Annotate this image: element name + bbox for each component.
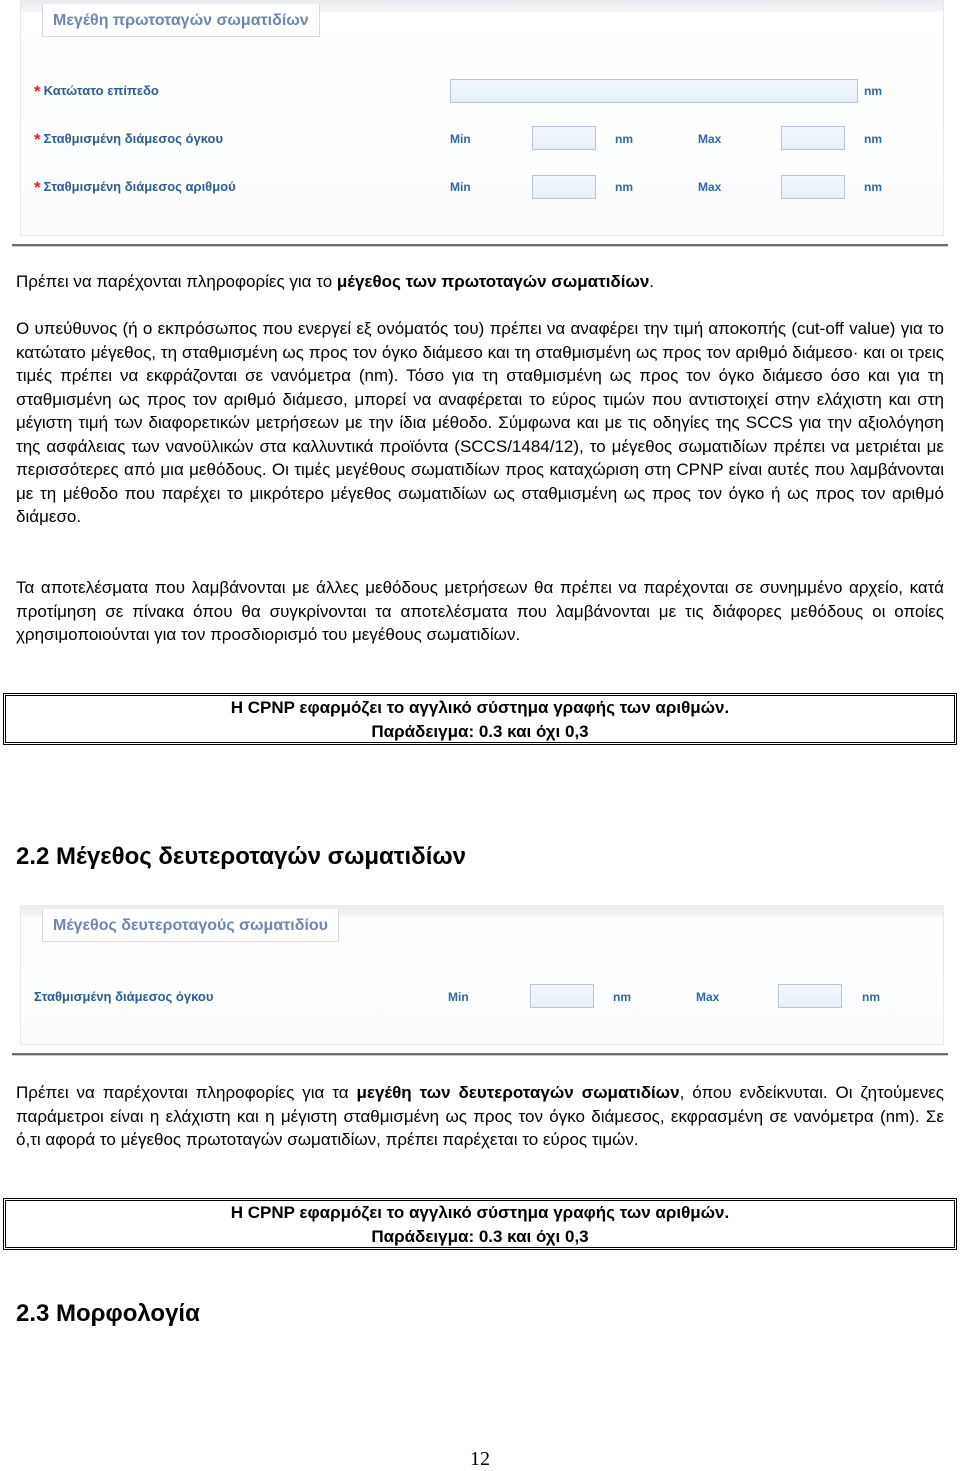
secondary-min-input[interactable]	[530, 984, 594, 1008]
paragraph-cutoff-values: Ο υπεύθυνος (ή ο εκπρόσωπος που ενεργεί εξ ονόματός του) πρέπει να αναφέρει την τιμή αποκοπής (cut-off value) για το κατώτατο μέγεθος, τη σταθμισμένη ως προς τον όγκο διάμεσο και τη σταθμισμένη ως προς τον αριθμό διάμεσο· και οι τρεις τιμές πρέπει να εκφράζονται σε νανόμετρα (nm). Τόσο για τη σταθμισμένη ως προς τον όγκο διάμεσο όσο και για τη σταθμισμένη ως προς τον αριθμό διάμεσο, μπορεί να αναφέρεται το εύρος τιμών που αντιστοιχεί στην ελάχιστη και στη μέγιστη τιμή των διαφορετικών μετρήσεων με την ίδια μέθοδο. Σύμφωνα και με τις οδηγίες της SCCS για την αξιολόγηση της ασφάλειας των νανοϋλικών στα καλλυντικά προϊόντα (SCCS/1484/12), το μέγεθος σωματιδίων πρέπει να μετριέται με περισσότερες από μια μεθόδους. Οι τιμές μεγέθους σωματιδίων προς καταχώριση στη CPNP είναι αυτές που λαμβάνονται με τη μέθοδο που παρέχει το μικρότερο μέγεθος σωματιδίων ως σταθμισμένη ως προς τον όγκο ή ως προς τον αριθμό διάμεσο.	[16, 319, 944, 526]
note-line-1: Η CPNP εφαρμόζει το αγγλικό σύστημα γραφής των αριθμών.	[230, 1203, 730, 1222]
secondary-min-unit: nm	[613, 990, 631, 1004]
required-mark: *	[34, 178, 41, 197]
volume-min-input[interactable]	[532, 126, 596, 150]
number-min-unit: nm	[615, 180, 633, 194]
section-heading-secondary: 2.2 Μέγεθος δευτεροταγών σωματιδίων	[16, 843, 467, 870]
page-number: 12	[470, 1448, 490, 1470]
secondary-volume-median-label: Σταθμισμένη διάμεσος όγκου	[34, 989, 214, 1004]
primary-particle-size-form	[12, 0, 948, 246]
required-mark: *	[34, 82, 41, 101]
number-max-unit: nm	[864, 180, 882, 194]
note-line-2: Παράδειγμα: 0.3 και όχι 0,3	[371, 1227, 589, 1246]
volume-max-unit: nm	[864, 132, 882, 146]
emphasis: μέγεθος των πρωτοταγών σωματιδίων	[336, 272, 650, 291]
number-min-input[interactable]	[532, 175, 596, 199]
cutoff-unit: nm	[864, 84, 882, 98]
number-min-label: Min	[450, 180, 471, 194]
volume-min-label: Min	[450, 132, 471, 146]
note-line-2: Παράδειγμα: 0.3 και όχι 0,3	[371, 722, 589, 741]
paragraph-secondary-intro: Πρέπει να παρέχονται πληροφορίες για τα μεγέθη των δευτεροταγών σωματιδίων, όπου ενδείκνυται. Οι ζητούμενες παράμετροι είναι η ελάχιστη και η μέγιστη σταθμισμένη ως προς τον όγκο διάμεσος, εκφρασμένη σε νανόμετρα (nm). Σε ό,τι αφορά το μέγεθος πρωτοταγών σωματιδίων, πρέπει παρέχεται το εύρος τιμών.	[16, 1083, 944, 1149]
number-max-input[interactable]	[781, 175, 845, 199]
required-mark: *	[34, 130, 41, 149]
form-bottom-rule	[12, 244, 948, 246]
form-title: Μεγέθη πρωτοταγών σωματιδίων	[42, 4, 320, 37]
volume-max-input[interactable]	[781, 126, 845, 150]
volume-max-label: Max	[698, 132, 722, 146]
emphasis: μεγέθη των δευτεροταγών σωματιδίων	[356, 1083, 680, 1102]
form-bottom-rule	[12, 1053, 948, 1055]
secondary-max-unit: nm	[862, 990, 880, 1004]
cutoff-input[interactable]	[450, 79, 858, 103]
secondary-min-label: Min	[448, 990, 469, 1004]
volume-min-unit: nm	[615, 132, 633, 146]
section-heading-morphology: 2.3 Μορφολογία	[16, 1300, 200, 1327]
volume-median-label: * Σταθμισμένη διάμεσος όγκου	[34, 130, 224, 149]
number-max-label: Max	[698, 180, 722, 194]
number-format-note	[3, 693, 957, 745]
note-line-1: Η CPNP εφαρμόζει το αγγλικό σύστημα γραφής των αριθμών.	[230, 698, 730, 717]
paragraph-primary-intro: Πρέπει να παρέχονται πληροφορίες για το μέγεθος των πρωτοταγών σωματιδίων.	[16, 272, 655, 291]
cutoff-label: * Κατώτατο επίπεδο	[34, 82, 159, 101]
paragraph-other-methods: Τα αποτελέσματα που λαμβάνονται με άλλες μεθόδους μετρήσεων θα πρέπει να παρέχονται σε συνημμένο αρχείο, κατά προτίμηση σε πίνακα όπου θα συγκρίνονται τα αποτελέσματα που λαμβάνονται με τις διάφορες μεθόδους οι οποίες χρησιμοποιούνται για τον προσδιορισμό του μεγέθους σωματιδίων.	[16, 578, 944, 644]
form-title: Μέγεθος δευτεροταγούς σωματιδίου	[42, 909, 339, 942]
secondary-max-label: Max	[696, 990, 720, 1004]
secondary-max-input[interactable]	[778, 984, 842, 1008]
number-median-label: * Σταθμισμένη διάμεσος αριθμού	[34, 178, 236, 197]
number-format-note	[3, 1198, 957, 1250]
secondary-particle-size-form	[12, 905, 948, 1055]
